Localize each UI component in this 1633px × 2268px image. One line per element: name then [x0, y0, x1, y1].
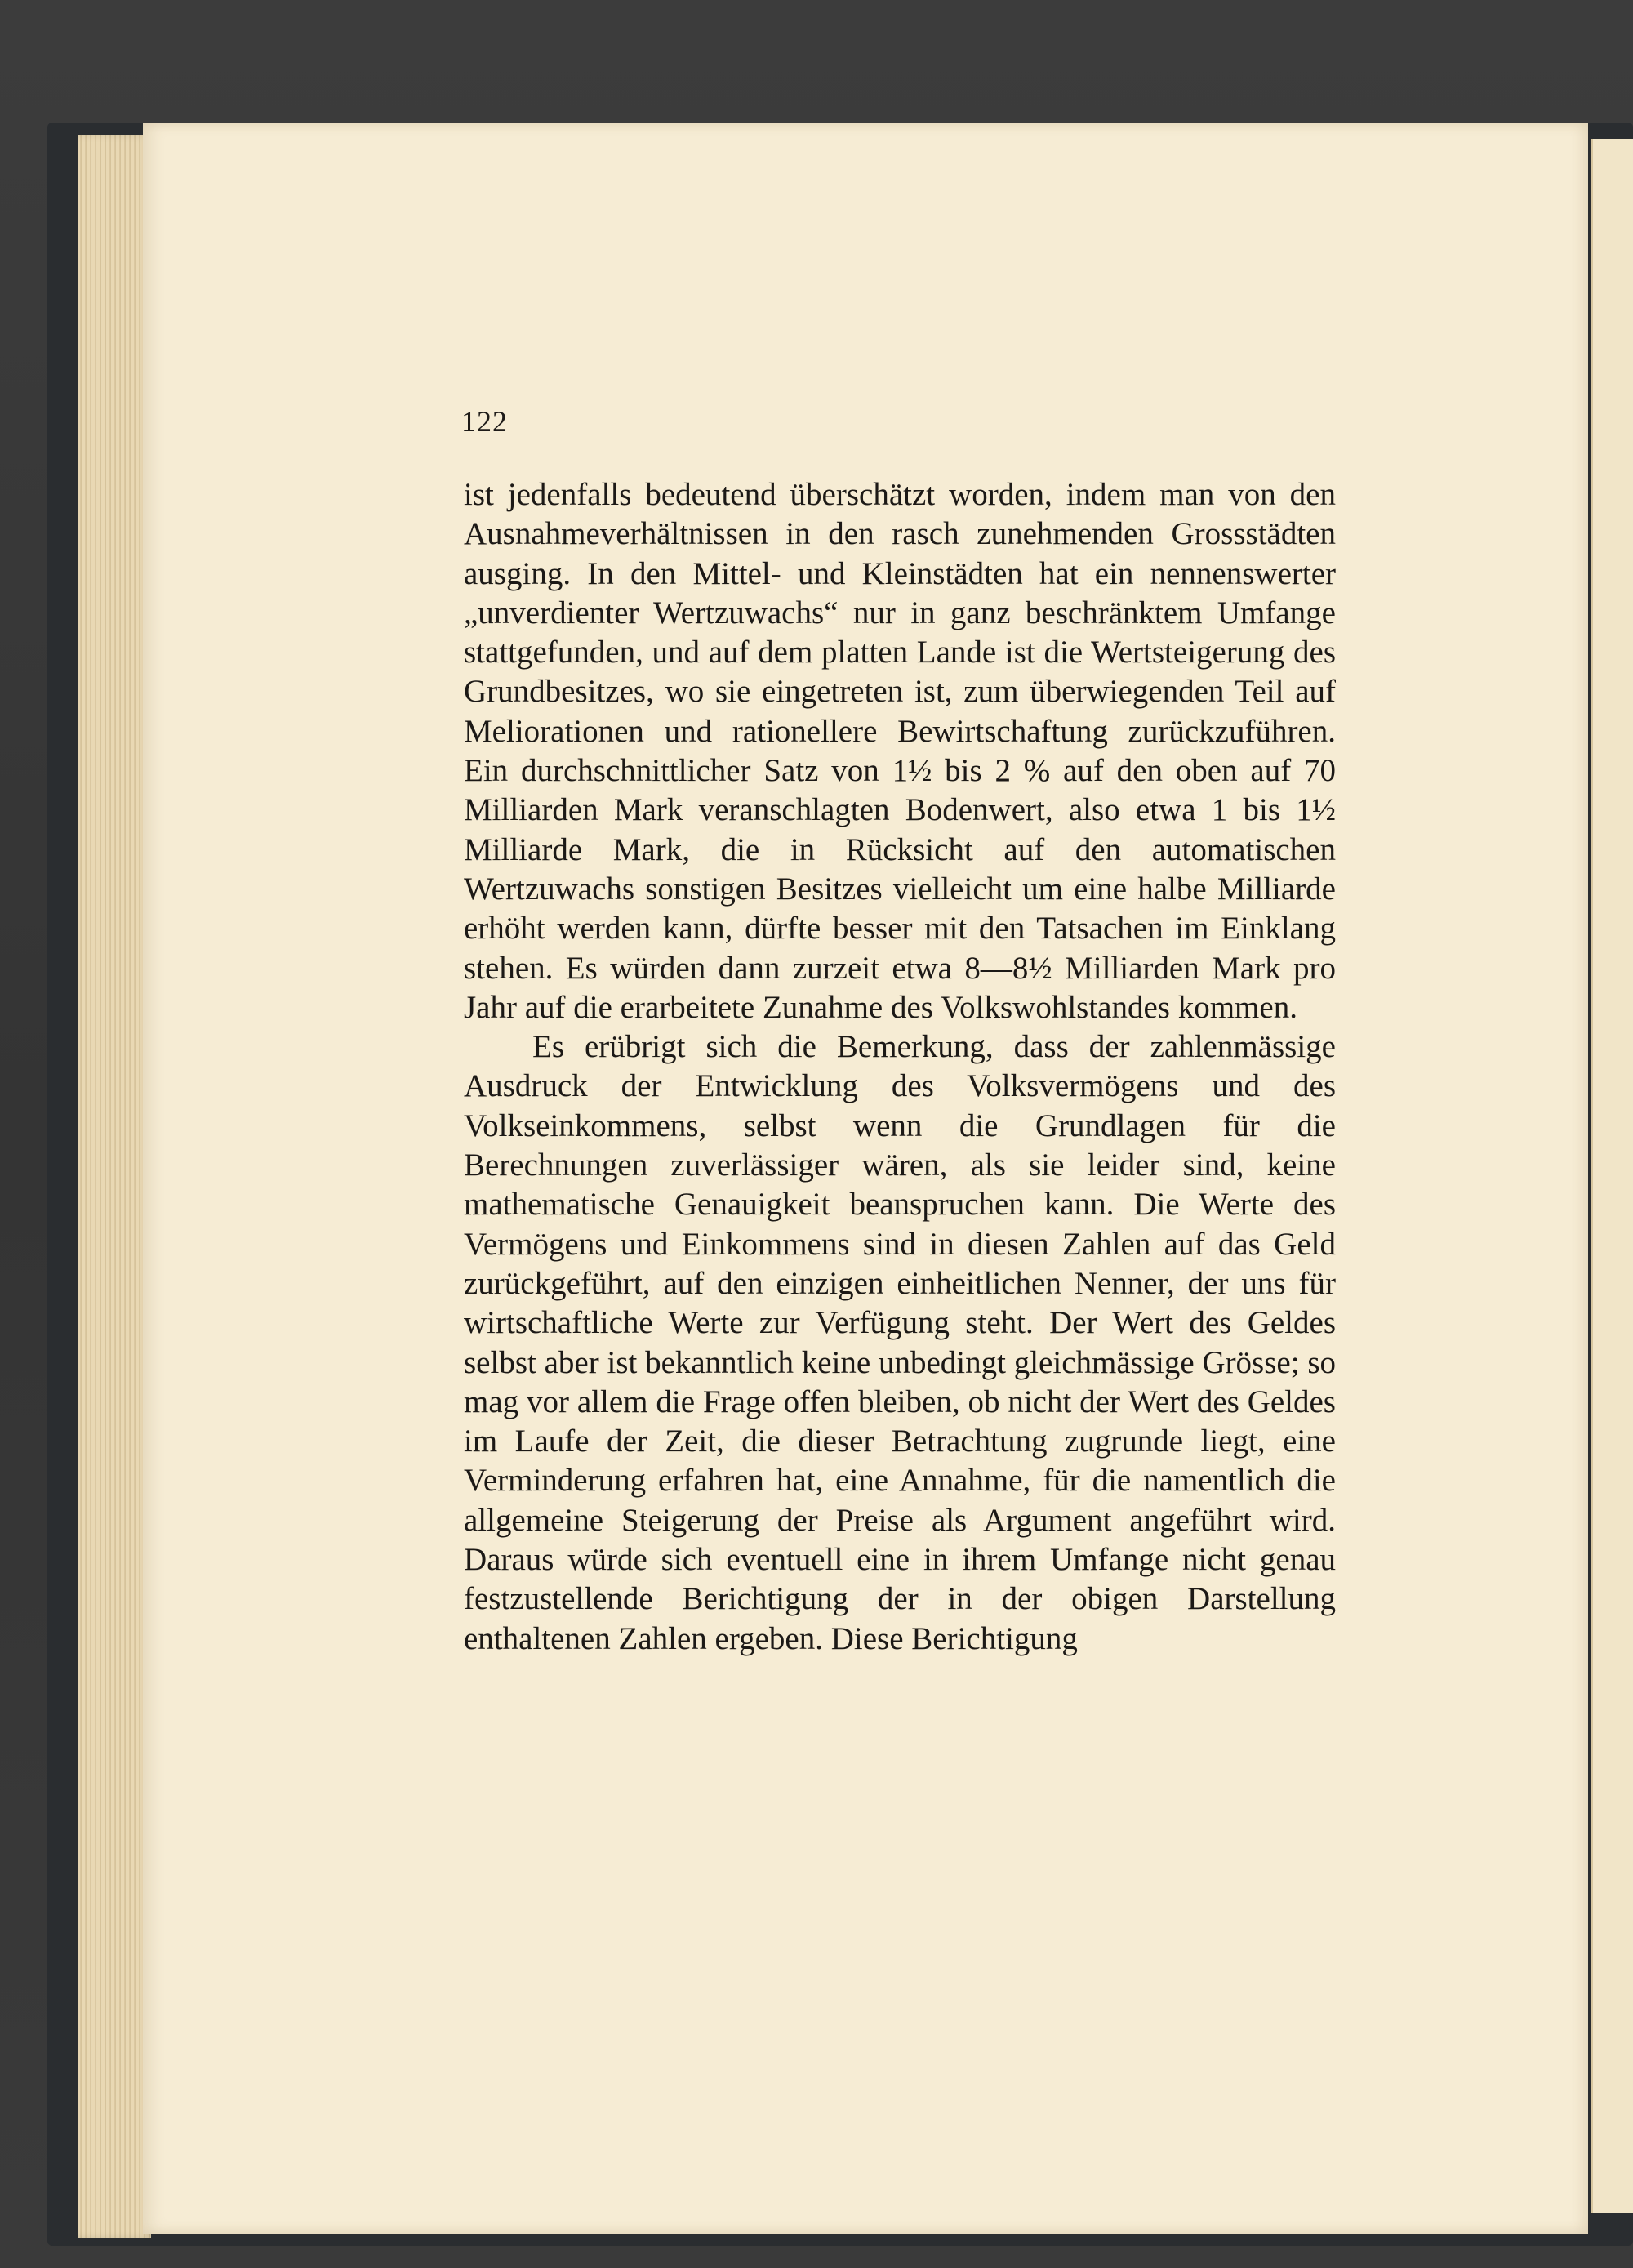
paragraph: Es erübrigt sich die Bemerkung, dass der zahlenmässige Ausdruck der Entwicklung des Volksvermögens und des Volkseinkommens, selbst wenn die Grundlagen für die Berechnungen zuverlässiger wären, als sie leider sind, keine mathematische Genauigkeit beanspruchen kann. Die Werte des Vermögens und Einkommens sind in diesen Zahlen auf das Geld zurückgeführt, auf den einzigen einheitlichen Nenner, der uns für wirtschaftliche Werte zur Verfügung steht. Der Wert des Geldes selbst aber ist bekanntlich keine unbedingt gleichmässige Grösse; so mag vor allem die Frage offen bleiben, ob nicht der Wert des Geldes im Laufe der Zeit, die dieser Betrachtung zugrunde liegt, eine Verminderung erfahren hat, eine Annahme, für die namentlich die allgemeine Steigerung der Preise als Argument angeführt wird. Daraus würde sich eventuell eine in ihrem Umfange nicht genau festzustellende Berichtigung der in der obigen Darstellung enthaltenen Zahlen ergeben. Diese Berichtigung [464, 1029, 1336, 1656]
page-edges [78, 135, 151, 2238]
page-number: 122 [461, 405, 508, 438]
paragraph-continuation: ist jedenfalls bedeutend überschätzt worden, indem man von den Ausnahmeverhältnissen in den rasch zunehmenden Grossstädten ausging. In den Mittel- und Kleinstädten hat ein nennenswerter „unverdienter Wertzuwachs“ nur in ganz beschränktem Umfange stattgefunden, und auf dem platten Lande ist die Wertsteigerung des Grundbesitzes, wo sie eingetreten ist, zum überwiegenden Teil auf Meliorationen und rationellere Bewirtschaftung zurückzuführen. Ein durchschnittlicher Satz von 1½ bis 2 % auf den oben auf 70 Milliarden Mark veranschlagten Bodenwert, also etwa 1 bis 1½ Milliarde Mark, die in Rücksicht auf den automatischen Wertzuwachs sonstigen Besitzes vielleicht um eine halbe Milliarde erhöht werden kann, dürfte besser mit den Tatsachen im Einklang stehen. Es würden dann zurzeit etwa 8—8½ Milliarden Mark pro Jahr auf die erarbeitete Zunahme des Volkswohlstandes kommen. [464, 477, 1336, 1025]
facing-page-edge [1591, 139, 1633, 2213]
body-text [464, 475, 1336, 1659]
